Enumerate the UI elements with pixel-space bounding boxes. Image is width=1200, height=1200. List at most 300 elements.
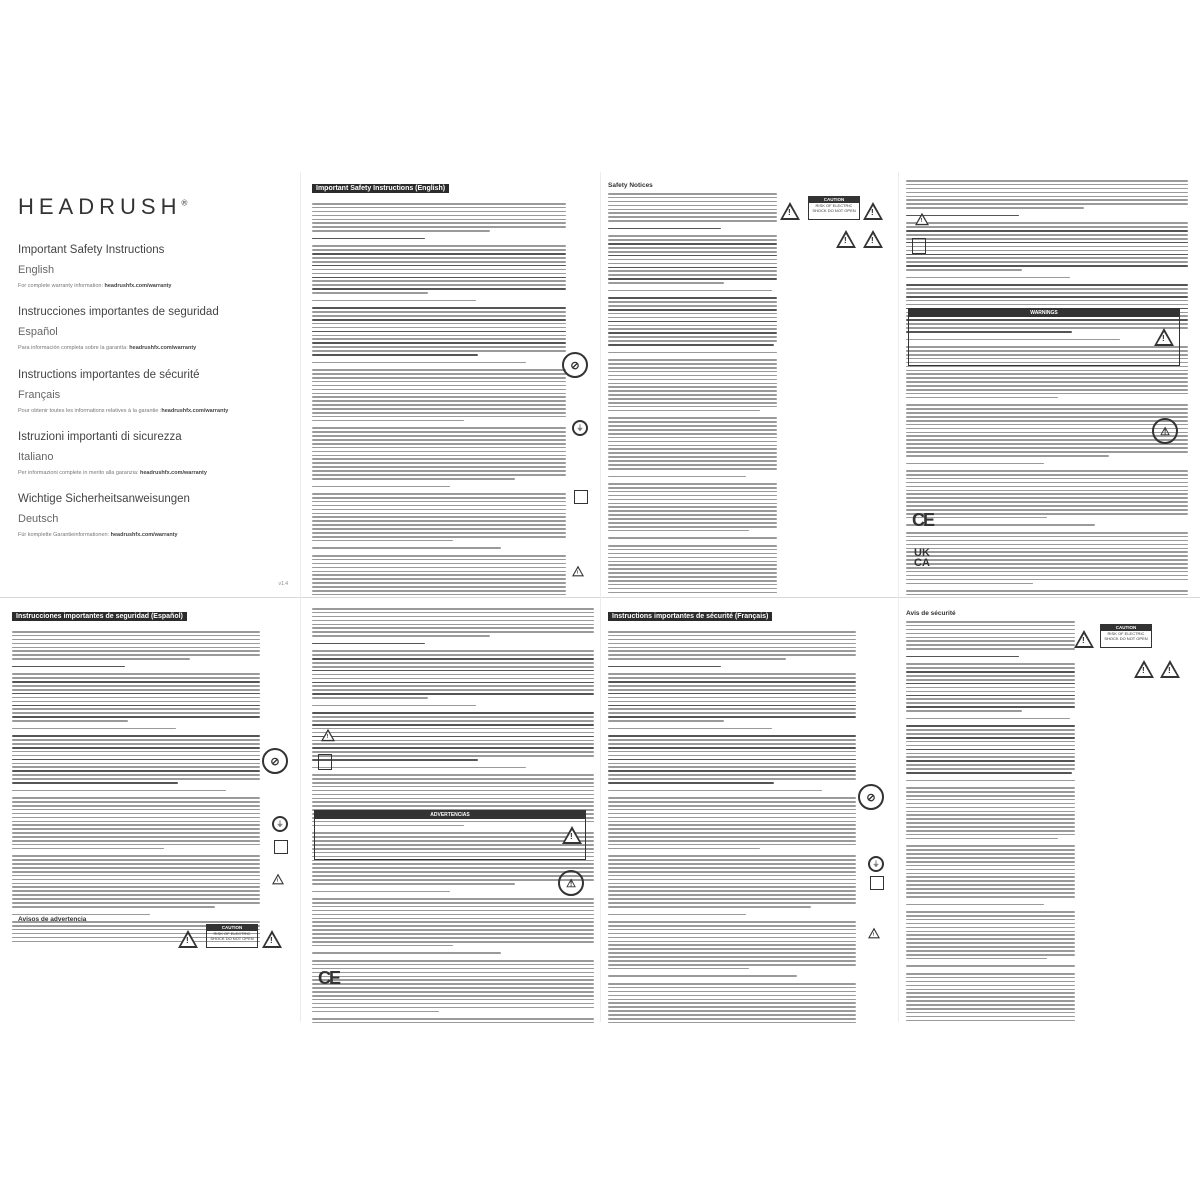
fine-print-line (608, 193, 777, 195)
fine-print-line (312, 311, 566, 313)
fine-print-line (906, 621, 1075, 623)
section-subheading: Avisos de advertencia (18, 916, 87, 923)
fine-print-line (608, 840, 856, 842)
fine-print-line (906, 416, 1188, 418)
fine-print-line (312, 685, 594, 687)
fine-print-line (312, 443, 566, 445)
fine-print-line (608, 855, 856, 857)
fine-print-line (608, 584, 777, 586)
fine-print-line (608, 228, 721, 230)
fine-print-line (906, 869, 1075, 871)
class-ii-icon (870, 876, 884, 890)
eac-icon: ⚠ (558, 870, 584, 896)
fine-print-line (608, 359, 777, 361)
fine-print-line (312, 369, 566, 371)
fine-print-line (608, 902, 856, 904)
warning-triangle-icon: ! (836, 230, 856, 248)
fine-print-line (906, 675, 1075, 677)
fine-print-line (906, 408, 1188, 410)
fine-print-line (608, 677, 856, 679)
hot-surface-icon: ! (268, 870, 288, 888)
fine-print-line (608, 495, 777, 497)
fine-print-line (608, 824, 856, 826)
fine-print-line (906, 490, 1188, 492)
fine-print-line (312, 431, 566, 433)
fine-print-line (608, 522, 777, 524)
fine-print-line (608, 894, 856, 896)
fine-print-line (312, 983, 594, 985)
fine-print-line (608, 433, 777, 435)
section-heading: Important Safety Instructions (English) (312, 184, 449, 193)
fine-print-line (906, 497, 1188, 499)
fine-print-line (906, 451, 1188, 453)
fine-print-line (12, 859, 260, 861)
english-instructions-panel (312, 180, 594, 595)
fine-print-line (608, 441, 777, 443)
fine-print-line (12, 747, 260, 749)
spanish-compliance-panel (312, 608, 594, 1023)
fine-print-line (906, 428, 1188, 430)
hot-surface-icon: ! (568, 562, 588, 580)
fine-print-line (608, 797, 856, 799)
fine-print-line (906, 381, 1188, 383)
fine-print-line (608, 859, 856, 861)
section-heading: Avis de sécurité (906, 610, 956, 617)
french-instructions-panel (608, 608, 890, 1023)
fine-print-line (608, 921, 856, 923)
fine-print-line (608, 1014, 856, 1016)
language-section (18, 369, 294, 415)
fine-print-line (608, 394, 777, 396)
warning-triangle-icon: ! (1160, 660, 1180, 678)
fine-print-line (312, 794, 594, 796)
fine-print-line (312, 712, 594, 714)
fine-print-line (906, 435, 1188, 437)
fine-print-line (608, 960, 856, 962)
fine-print-line (608, 410, 760, 412)
fine-print-line (608, 452, 777, 454)
fine-print-line (12, 701, 260, 703)
class-ii-icon (574, 490, 588, 504)
fine-print-line (608, 759, 856, 761)
fine-print-line (906, 830, 1075, 832)
fine-print-line (906, 238, 1188, 240)
fine-print-line (906, 470, 1188, 472)
fine-print-line (608, 332, 777, 334)
fine-print-line (608, 631, 856, 633)
fine-print-line (906, 985, 1075, 987)
fine-print-line (906, 478, 1188, 480)
fine-print-line (12, 848, 164, 850)
fine-print-line (312, 563, 566, 565)
fine-print-line (312, 1018, 594, 1020)
fine-print-line (312, 921, 594, 923)
fine-print-line (906, 745, 1075, 747)
fine-print-line (608, 995, 856, 997)
fine-print-line (608, 739, 856, 741)
caution-label: CAUTION RISK OF ELECTRIC SHOCK DO NOT OPEN (206, 924, 258, 948)
fine-print-line (312, 650, 594, 652)
fine-print-line (608, 437, 777, 439)
fine-print-line (312, 740, 594, 742)
warranty-link[interactable]: headrushfx.com/warranty (161, 407, 229, 414)
fine-print-line (906, 927, 1075, 929)
fine-print-line (312, 203, 566, 205)
esd-icon: ! (318, 726, 338, 744)
fine-print-line (906, 226, 1188, 228)
ground-icon: ⏚ (272, 816, 288, 832)
fine-print-line (906, 567, 1188, 569)
fine-print-line (312, 245, 566, 247)
fine-print-line (12, 817, 260, 819)
fine-print-line (312, 435, 566, 437)
fine-print-line (312, 863, 594, 865)
fine-print-line (312, 342, 566, 344)
fine-print-line (12, 844, 260, 846)
fine-print-line (906, 911, 1075, 913)
fine-print-line (312, 964, 594, 966)
fine-print-line (312, 918, 594, 920)
fine-print-line (906, 644, 1075, 646)
language-name: English (18, 264, 55, 276)
fine-print-line (12, 774, 260, 776)
fine-print-line (906, 579, 1188, 581)
language-name: Español (18, 326, 58, 339)
warranty-info: Für komplette Garantieinformationen: headrushfx.com/warranty (18, 532, 178, 538)
fine-print-line (608, 476, 746, 478)
fine-print-line (312, 871, 594, 873)
fine-print-line (608, 890, 856, 892)
fine-print-line (312, 670, 594, 672)
fine-print-line (608, 243, 777, 245)
spanish-instructions-panel (12, 608, 294, 1023)
fine-print-line (312, 705, 476, 707)
fine-print-line (906, 540, 1188, 542)
fine-print-line (12, 639, 260, 641)
fine-print-line (608, 305, 777, 307)
warranty-link[interactable]: headrushfx.com/warranty (104, 283, 172, 289)
fine-print-line (906, 992, 1075, 994)
fine-print-line (906, 505, 1188, 507)
fine-print-line (312, 910, 594, 912)
fine-print-line (12, 705, 260, 707)
fine-print-line (906, 760, 1075, 762)
fine-print-line (12, 635, 260, 637)
fine-print-line (608, 561, 777, 563)
warranty-link[interactable]: headrushfx.com/warranty (139, 469, 207, 476)
fine-print-line (608, 340, 777, 342)
fine-print-line (906, 234, 1188, 236)
fine-print-line (906, 559, 1188, 561)
fine-print-line (906, 377, 1188, 379)
fine-print-line (312, 536, 566, 538)
section-heading: Instructions importantes de sécurité (Français) (608, 612, 772, 621)
fine-print-line (608, 751, 856, 753)
fine-print-line (12, 658, 190, 660)
no-water-icon: ⊘ (858, 784, 884, 810)
fine-print-line (312, 624, 594, 626)
fine-print-line (906, 958, 1047, 960)
fine-print-line (312, 567, 566, 569)
fine-print-line (12, 681, 260, 683)
fold-line (300, 172, 301, 1022)
fine-print-line (906, 594, 1188, 595)
fine-print-line (12, 871, 260, 873)
fine-print-line (608, 282, 724, 284)
fine-print-line (312, 608, 594, 610)
fine-print-line (608, 774, 856, 776)
fine-print-line (608, 317, 777, 319)
fine-print-line (608, 205, 777, 207)
fine-print-line (12, 832, 260, 834)
fine-print-line (608, 255, 777, 257)
fine-print-line (906, 373, 1188, 375)
fine-print-line (608, 987, 856, 989)
fine-print-line (906, 977, 1075, 979)
fine-print-line (608, 654, 856, 656)
fine-print-line (312, 439, 566, 441)
fine-print-line (312, 612, 594, 614)
fine-print-line (906, 849, 1075, 851)
fine-print-line (906, 857, 1075, 859)
warranty-link[interactable]: headrushfx.com/warranty (129, 345, 197, 352)
fine-print-line (12, 697, 260, 699)
fine-print-line (12, 677, 260, 679)
fine-print-line (906, 288, 1188, 290)
language-title: Instructions importantes de sécurité (18, 368, 200, 381)
fine-print-line (906, 1008, 1075, 1010)
fine-print-line (312, 945, 453, 947)
fine-print-line (906, 1020, 1075, 1022)
fine-print-line (608, 371, 777, 373)
fine-print-line (608, 832, 856, 834)
warning-triangle-icon: ! (1154, 328, 1174, 346)
fine-print-line (608, 499, 777, 501)
fine-print-line (906, 404, 1188, 406)
fine-print-line (906, 625, 1075, 627)
fine-print-line (312, 540, 453, 542)
fine-print-line (906, 718, 1070, 720)
fine-print-line (906, 667, 1075, 669)
fine-print-line (312, 400, 566, 402)
fine-print-line (312, 385, 566, 387)
fine-print-line (12, 739, 260, 741)
fine-print-line (312, 574, 566, 576)
fine-print-line (312, 520, 566, 522)
fine-print-line (608, 697, 856, 699)
fine-print-line (608, 728, 772, 730)
fine-print-line (312, 474, 566, 476)
fine-print-line (312, 455, 566, 457)
fine-print-line (906, 749, 1075, 751)
fine-print-line (312, 451, 566, 453)
warning-triangle-icon: ! (1074, 630, 1094, 648)
fine-print-line (608, 778, 856, 780)
fine-print-line (312, 532, 566, 534)
fine-print-line (312, 528, 566, 530)
fine-print-line (906, 389, 1188, 391)
fine-print-line (312, 755, 594, 757)
fine-print-line (12, 689, 260, 691)
class-ii-icon (274, 840, 288, 854)
fine-print-line (608, 708, 856, 710)
fine-print-line (312, 207, 566, 209)
fine-print-line (12, 755, 260, 757)
fine-print-line (906, 493, 1188, 495)
fine-print-line (906, 923, 1075, 925)
fold-line (600, 172, 601, 1022)
fold-line (898, 172, 899, 1022)
fine-print-line (608, 801, 856, 803)
fine-print-line (608, 576, 777, 578)
fine-print-line (608, 975, 797, 977)
fine-print-line (312, 292, 428, 294)
fine-print-line (608, 658, 786, 660)
fine-print-line (608, 267, 777, 269)
fine-print-line (608, 770, 856, 772)
fine-print-line (12, 720, 128, 722)
fine-print-line (312, 354, 478, 356)
fine-print-line (906, 257, 1188, 259)
fine-print-line (906, 222, 1188, 224)
fine-print-line (608, 212, 777, 214)
fine-print-line (312, 300, 476, 302)
warning-triangle-icon: ! (863, 202, 883, 220)
fine-print-line (906, 443, 1188, 445)
fine-print-line (906, 199, 1188, 201)
fine-print-line (608, 448, 777, 450)
fine-print-line (608, 278, 777, 280)
headrush-logo: HEADRUSH® (18, 194, 188, 219)
fine-print-line (906, 807, 1075, 809)
fine-print-line (12, 647, 260, 649)
fine-print-line (312, 516, 566, 518)
fine-print-line (312, 616, 594, 618)
fine-print-line (608, 352, 777, 354)
fine-print-line (608, 871, 856, 873)
fine-print-line (906, 884, 1075, 886)
fine-print-line (608, 952, 856, 954)
language-section (18, 244, 294, 290)
fine-print-line (312, 697, 428, 699)
fine-print-line (608, 557, 777, 559)
fine-print-line (312, 505, 566, 507)
fine-print-line (608, 937, 856, 939)
fine-print-line (608, 398, 777, 400)
fine-print-line (906, 706, 1075, 708)
fine-print-line (312, 420, 464, 422)
fine-print-line (608, 933, 856, 935)
fine-print-line (608, 805, 856, 807)
fine-print-line (906, 772, 1072, 774)
fine-print-line (906, 656, 1019, 658)
fine-print-line (312, 635, 490, 637)
fine-print-line (906, 633, 1075, 635)
fine-print-line (608, 875, 856, 877)
fine-print-line (12, 824, 260, 826)
fine-print-line (312, 743, 594, 745)
fine-print-line (312, 427, 566, 429)
fine-print-line (312, 362, 526, 364)
fine-print-line (608, 383, 777, 385)
ce-mark-icon: CE (912, 510, 934, 530)
fine-print-line (608, 836, 856, 838)
fine-print-line (608, 763, 856, 765)
fine-print-line (312, 373, 566, 375)
fine-print-line (12, 673, 260, 675)
fine-print-line (608, 375, 777, 377)
fine-print-line (906, 300, 1188, 302)
fine-print-line (12, 643, 260, 645)
fine-print-line (12, 883, 260, 885)
fine-print-line (906, 292, 1188, 294)
fine-print-line (312, 493, 566, 495)
fine-print-line (12, 902, 260, 904)
fine-print-line (906, 246, 1188, 248)
warning-triangle-icon: ! (1134, 660, 1154, 678)
language-name: Deutsch (18, 513, 59, 525)
fine-print-line (312, 937, 594, 939)
fine-print-line (906, 648, 1075, 650)
fine-print-line (312, 412, 566, 414)
fine-print-line (312, 674, 594, 676)
fine-print-line (12, 650, 260, 652)
fine-print-line (906, 397, 1058, 399)
fine-print-line (906, 304, 1188, 306)
fine-print-line (608, 735, 856, 737)
fine-print-line (608, 367, 777, 369)
fine-print-line (312, 393, 566, 395)
fine-print-line (608, 1010, 856, 1012)
fine-print-line (906, 590, 1188, 592)
fine-print-line (906, 192, 1188, 194)
fine-print-line (312, 782, 594, 784)
fine-print-line (906, 230, 1188, 232)
fine-print-line (312, 995, 594, 997)
fine-print-line (312, 902, 594, 904)
fine-print-line (312, 315, 566, 317)
fine-print-line (312, 265, 566, 267)
fine-print-line (906, 501, 1188, 503)
fine-print-line (312, 987, 594, 989)
fine-print-line (312, 269, 566, 271)
fine-print-line (906, 965, 1075, 967)
fine-print-line (906, 207, 1084, 209)
fine-print-line (608, 643, 856, 645)
fine-print-line (12, 790, 226, 792)
fine-print-line (312, 284, 566, 286)
warranty-link[interactable]: headrushfx.com/warranty (110, 532, 178, 538)
fine-print-line (312, 720, 594, 722)
fine-print-line (906, 250, 1188, 252)
fine-print-line (312, 555, 566, 557)
warnings-box: ADVERTENCIAS (314, 810, 586, 860)
page-number: v1.4 (278, 581, 288, 587)
warranty-info: For complete warranty information: headrushfx.com/warranty (18, 283, 172, 289)
fine-print-line (608, 325, 777, 327)
compliance-panel (906, 180, 1188, 595)
fine-print-line (608, 867, 856, 869)
fine-print-line (906, 996, 1075, 998)
fine-print-line (312, 732, 594, 734)
fine-print-line (906, 254, 1188, 256)
fine-print-line (906, 536, 1188, 538)
fine-print-line (906, 555, 1188, 557)
fine-print-line (608, 297, 777, 299)
fine-print-line (312, 377, 566, 379)
ground-icon: ⏚ (572, 420, 588, 436)
fine-print-line (608, 716, 856, 718)
